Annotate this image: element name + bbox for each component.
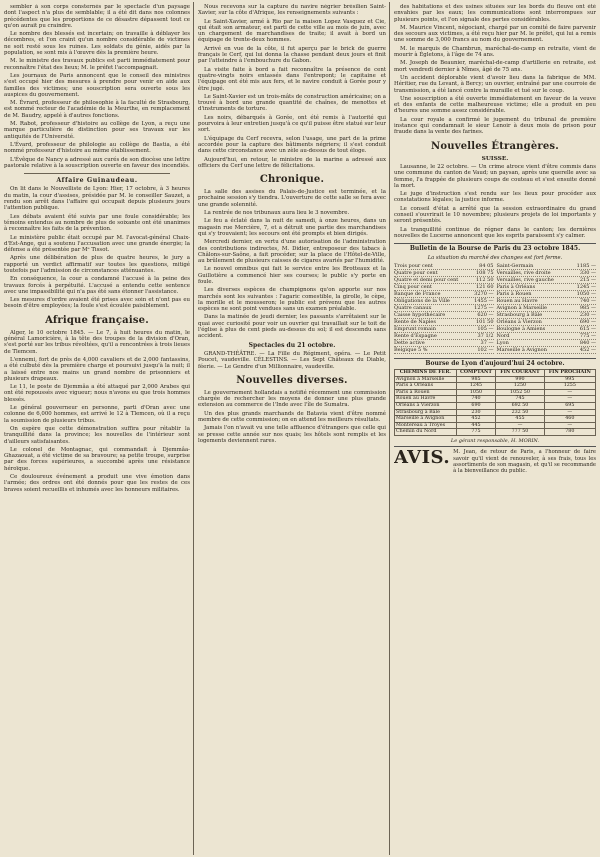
bourse-value: 37 1/2 bbox=[477, 332, 494, 339]
column-rule bbox=[389, 2, 390, 855]
table-row bbox=[395, 429, 596, 436]
bourse-label: Versailles, rive gauche bbox=[496, 276, 554, 283]
paragraph: L'ennemi, fort de près de 4,000 cavaliers et de 2,000 fantassins, a été culbuté dès la première charge et poursuivi jusqu'à la nuit; il a laissé entre nos mains un grand nombre de prisonniers et plusieurs drapeaux. bbox=[4, 356, 190, 382]
bourse-label: Banque de France bbox=[394, 290, 441, 297]
bourse-label: Marseille à Avignon bbox=[496, 346, 547, 353]
paragraph: Le ministère public était occupé par M. l'avocat-général Chaix-d'Est-Ange, qui a soutenu l'accusation avec une grande énergie; la défense a été présentée par Mᵉ Tissot. bbox=[4, 234, 190, 254]
bourse-value: 108 75 bbox=[476, 269, 494, 276]
paragraph: Ce douloureux événement a produit une vive émotion dans l'armée; des ordres ont été donnés pour que les restes de ces braves soient recueillis et inhumés avec les honneurs militaires. bbox=[4, 474, 190, 493]
bourse-label: Rente d'Espagne bbox=[394, 332, 437, 339]
bourse-lyon-title: Bourse de Lyon d'aujourd'hui 24 octobre. bbox=[394, 358, 596, 367]
table-cell: Orléans à Vierzon bbox=[395, 403, 457, 410]
bourse-label: Avignon à Marseille bbox=[496, 304, 547, 311]
section-heading-afrique: Afrique française. bbox=[45, 314, 149, 326]
bourse-row bbox=[497, 284, 597, 291]
paragraph: des habitations et des usines situées sur les bords du fleuve ont été envahies par les eaux; les communications sont interrompues sur plusieurs points, et l'on signale des pertes considérables. bbox=[394, 4, 596, 23]
bourse-row bbox=[394, 340, 494, 347]
table-cell: 460 bbox=[544, 416, 595, 423]
table-cell: 452 bbox=[456, 416, 496, 423]
column-left bbox=[4, 4, 190, 853]
table-row bbox=[395, 396, 596, 403]
bourse-label: Saint-Germain bbox=[496, 262, 534, 269]
paragraph: Le nombre des blessés est incertain; on travaille à déblayer les décombres, et l'on craint qu'un nombre considérable de victimes ne soit resté sous les ruines. Les soldats du génie, aidés par la population, se sont mis à l'œuvre dès la première heure. bbox=[4, 31, 190, 57]
bourse-label: Belgique 5 % bbox=[394, 346, 428, 353]
table-row bbox=[395, 383, 596, 390]
column-header: CHEMINS DE FER. bbox=[395, 370, 457, 377]
bourse-label: Obligations de la Ville bbox=[394, 297, 450, 304]
paragraph: Alger, le 10 octobre 1845. — Le 7, à huit heures du matin, le général Lamoricière, à la tête des troupes de la division d'Oran, s'est porté sur les tribus révoltées, qu'il a rencontrées à trois lieues de Tlemcen. bbox=[4, 329, 190, 355]
paragraph: M. Évrard, professeur de philosophie à la faculté de Strasbourg, est nommé recteur de l'académie de la Meurthe, en remplacement de M. Baudry, appelé à d'autres fonctions. bbox=[4, 100, 190, 119]
paragraph: sembler à son corps consternés par le spectacle d'un paysage dont l'aspect n'a plus de semblable; il a été dit dans nos colonnes précédentes que les proportions de ce désastre dépassent tout ce qu'on aurait pu craindre. bbox=[4, 4, 190, 29]
bourse-label: Quatre et demi pour cent bbox=[394, 276, 459, 283]
spectacles-heading: Spectacles du 21 octobre. bbox=[248, 341, 336, 349]
table-cell: 1050 bbox=[456, 389, 496, 396]
table-cell: 990 bbox=[496, 376, 544, 383]
bourse-value: 1050 — bbox=[576, 290, 596, 297]
bourse-label: Rente de Naples bbox=[394, 318, 436, 325]
bourse-value: 112 50 bbox=[476, 276, 494, 283]
col1-top-text bbox=[4, 4, 190, 169]
paragraph: On espère que cette démonstration suffira pour rétablir la tranquillité dans la province; les nouvelles de l'intérieur sont d'ailleurs satisfaisantes. bbox=[4, 425, 190, 445]
paragraph: Le 11, le poste de Djemmâa a été attaqué par 2,000 Arabes qui ont été repoussés avec vigueur; nous n'avons eu que trois hommes blessés. bbox=[4, 384, 190, 403]
bourse-value: 215 — bbox=[579, 276, 596, 283]
table-cell: 775 bbox=[456, 429, 496, 436]
bourse-label: Nord bbox=[496, 332, 510, 339]
bourse-row bbox=[497, 326, 597, 333]
paragraph: La salle des assises du Palais-de-Justice est terminée, et la prochaine session s'y tiendra. L'ouverture de cette salle se fera avec une grande solennité. bbox=[198, 189, 386, 208]
bourse-row bbox=[497, 312, 597, 319]
table-cell: 445 bbox=[456, 422, 496, 429]
bourse-row bbox=[497, 277, 597, 284]
column-header: COMPTANT bbox=[456, 370, 496, 377]
table-cell: — bbox=[496, 422, 544, 429]
table-cell: 455 bbox=[496, 416, 544, 423]
bourse-label: Orléans à Vierzon bbox=[496, 318, 542, 325]
paragraph: Le colonel de Montagnac, qui commandait à Djemmâa-Ghazaouat, a été victime de sa bravoure; sa petite troupe, surprise par des forces supérieures, a succombé après une résistance héroïque. bbox=[4, 446, 190, 472]
bourse-value: 1185 — bbox=[576, 262, 596, 269]
bourse-paris-title: Bulletin de la Bourse de Paris du 23 octobre 1845. bbox=[394, 243, 596, 252]
bourse-value: 775 — bbox=[579, 332, 596, 339]
bourse-row bbox=[394, 284, 494, 291]
bourse-paris-subtitle: La situation du marché des changes est fort ferme. bbox=[427, 254, 563, 261]
bourse-value: 230 — bbox=[579, 311, 596, 318]
paragraph: La visite faite à bord a fait reconnaître la présence de cent quatre-vingts noirs entassés dans l'entrepont; le capitaine et l'équipage ont été mis aux fers, et le navire conduit à Gorée pour y être jugé. bbox=[198, 66, 386, 92]
paragraph: Les diverses espèces de champignons qu'on apporte sur nos marchés sont les suivantes : l'agaric comestible, la girolle, le cèpe, la morille et le mousseron; le public est prévenu que les autres espèces ne sont point vendues sans un examen préalable. bbox=[198, 287, 386, 313]
paragraph: Jamais l'on n'avait vu une telle affluence d'étrangers que celle qui se presse cette année sur nos quais; les hôtels sont remplis et les logements deviennent rares. bbox=[198, 425, 386, 444]
table-cell: — bbox=[544, 389, 595, 396]
bourse-value: 620 — bbox=[477, 311, 494, 318]
table-cell: 232 50 bbox=[496, 409, 544, 416]
bourse-row bbox=[497, 305, 597, 312]
table-cell: Marseille à Avignon bbox=[395, 416, 457, 423]
bourse-value: 1245 — bbox=[576, 283, 596, 290]
bourse-left-column bbox=[394, 263, 494, 354]
bourse-label: Quatre pour cent bbox=[394, 269, 438, 276]
paragraph: Un des plus grands marchands de Batavia vient d'être nommé membre de cette commission; on en attend les meilleurs résultats. bbox=[198, 410, 386, 424]
bourse-row bbox=[497, 298, 597, 305]
bourse-row bbox=[394, 305, 494, 312]
bourse-row bbox=[394, 270, 494, 277]
table-cell: 690 bbox=[456, 403, 496, 410]
bourse-row bbox=[394, 263, 494, 270]
bourse-value: 452 — bbox=[579, 346, 596, 353]
table-cell: 745 bbox=[496, 396, 544, 403]
table-cell: 740 bbox=[456, 396, 496, 403]
section-heading: Affaire Guinaudeau. bbox=[56, 177, 138, 185]
paragraph: Un accident déplorable vient d'avoir lieu dans la fabrique de MM. Héritier, rue du Levant, à Bercy; un ouvrier, entraîné par une courroie de transmission, a été lancé contre la muraille et tué sur le coup. bbox=[394, 74, 596, 94]
paragraph: Lausanne, le 22 octobre. — Un crime atroce vient d'être commis dans une commune du canton de Vaud; un paysan, après une querelle avec sa femme, l'a frappée de plusieurs coups de couteau et s'est ensuite donné la mort. bbox=[394, 163, 596, 189]
table-cell: — bbox=[544, 396, 595, 403]
paragraph: Le nouvel omnibus qui fait le service entre les Brotteaux et la Guillotière a commencé hier ses courses; le public s'y porte en foule. bbox=[198, 266, 386, 285]
paragraph: M. le marquis de Chambrun, maréchal-de-camp en retraite, vient de mourir à Égletons, à l'âge de 74 ans. bbox=[394, 45, 596, 59]
bourse-value: 121 60 bbox=[476, 283, 494, 290]
bourse-value: 101 50 bbox=[476, 318, 494, 325]
paragraph: Aujourd'hui, en retour, le ministre de la marine a adressé aux officiers du Cerf une lettre de félicitations. bbox=[198, 156, 386, 169]
bourse-label: Emprunt romain bbox=[394, 325, 436, 332]
bourse-value: 84 05 bbox=[479, 262, 494, 269]
paragraph: Une souscription a été ouverte immédiatement en faveur de la veuve et des enfants de cette malheureuse victime; elle a produit en peu d'heures une somme assez considérable. bbox=[394, 95, 596, 115]
bourse-paris-table bbox=[394, 263, 596, 354]
table-cell: 1255 bbox=[544, 383, 595, 390]
column-rule bbox=[193, 2, 194, 855]
bourse-value: 1275 — bbox=[474, 304, 494, 311]
bourse-label: Quatre canaux bbox=[394, 304, 432, 311]
paragraph: Les journaux de Paris annoncent que le conseil des ministres s'est occupé hier des mesures à prendre pour venir en aide aux familles des victimes; une souscription sera ouverte sous les auspices du gouvernement. bbox=[4, 72, 190, 98]
table-cell: 695 bbox=[544, 403, 595, 410]
bourse-row bbox=[497, 333, 597, 340]
bourse-label: Strasbourg à Bâle bbox=[496, 311, 543, 318]
paragraph: Le feu a éclaté dans la nuit de samedi, à onze heures, dans un magasin rue Mercière, 7, et a détruit une partie des marchandises qui s'y trouvaient; les secours ont été prompts et bien dirigés. bbox=[198, 218, 386, 237]
paragraph: Le Saint-Xavier est un trois-mâts de construction américaine; on a trouvé à bord une grande quantité de chaînes, de menottes et d'instruments de torture. bbox=[198, 93, 386, 113]
table-row bbox=[395, 422, 596, 429]
table-cell: — bbox=[544, 422, 595, 429]
paragraph: La cour royale a confirmé le jugement du tribunal de première instance qui condamnait le sieur Lenoir à deux mois de prison pour fraude dans la vente des farines. bbox=[394, 116, 596, 136]
bourse-value: 985 — bbox=[579, 304, 596, 311]
table-cell: 1250 bbox=[496, 383, 544, 390]
chemins-de-fer-table bbox=[394, 369, 596, 436]
subheading-suisse: SUISSE. bbox=[481, 155, 509, 162]
bourse-row bbox=[497, 270, 597, 277]
table-cell: Chemin du Nord bbox=[395, 429, 457, 436]
bourse-value: 740 — bbox=[579, 297, 596, 304]
paragraph: M. Joseph de Beaunier, maréchal-de-camp d'artillerie en retraite, est mort vendredi dernier à Nîmes, âgé de 75 ans. bbox=[394, 60, 596, 73]
paragraph: On lit dans le Nouvelliste de Lyon: Hier, 17 octobre, à 3 heures du matin, la cour d'assises, présidée par M. le conseiller Sauzet, a rendu son arrêt dans l'affaire qui occupait depuis plusieurs jours l'attention publique. bbox=[4, 186, 190, 212]
paragraph: La rentrée de nos tribunaux aura lieu le 3 novembre. bbox=[204, 210, 350, 217]
table-row bbox=[395, 376, 596, 383]
bourse-row bbox=[497, 291, 597, 298]
bourse-row bbox=[497, 319, 597, 326]
table-cell: Montereau à Troyes bbox=[395, 422, 457, 429]
bourse-value: 102 — bbox=[477, 346, 494, 353]
avis-label: AVIS. bbox=[394, 447, 451, 469]
table-cell: 692 50 bbox=[496, 403, 544, 410]
paragraph: L'Évard, professeur de philologie au collège de Bastia, a été nommé professeur d'histoire au même établissement. bbox=[4, 141, 190, 155]
section-heading-etrangeres: Nouvelles Étrangères. bbox=[431, 140, 559, 152]
table-cell: Avignon à Marseille bbox=[395, 376, 457, 383]
bourse-row bbox=[394, 277, 494, 284]
bourse-row bbox=[394, 291, 494, 298]
paragraph: L'équipage du Cerf recevra, selon l'usage, une part de la prime accordée pour la capture des bâtiments négriers; il s'est conduit dans cette circonstance avec un zèle au-dessus de tout éloge. bbox=[198, 135, 386, 155]
bourse-row bbox=[394, 333, 494, 340]
paragraph: L'Évêque de Nancy a adressé aux curés de son diocèse une lettre pastorale relative à la souscription ouverte en faveur des incendiés. bbox=[4, 156, 190, 169]
bourse-value: 1455 — bbox=[474, 297, 494, 304]
bourse-row bbox=[497, 340, 597, 347]
paragraph: Le conseil d'état a arrêté que la session extraordinaire du grand conseil s'ouvrirait le 10 novembre; plusieurs projets de loi importants y seront présentés. bbox=[394, 205, 596, 225]
table-row bbox=[395, 389, 596, 396]
table-cell: 780 bbox=[544, 429, 595, 436]
paragraph: M. Maurice Vincent, négociant, chargé par un comité de faire parvenir des secours aux victimes, a été reçu hier par M. le préfet, qui lui a remis une somme de 3,000 francs au nom du gouvernement. bbox=[394, 24, 596, 44]
table-row bbox=[395, 409, 596, 416]
paragraph: Le Saint-Xavier, armé à Rio par la maison Lopez Vasquez et Cie, qui était son armateur, est parti de cette ville au mois de juin, avec un chargement de marchandises de traite; il avait à bord un équipage de trente-deux hommes. bbox=[198, 18, 386, 44]
table-cell: 985 bbox=[456, 376, 496, 383]
paragraph: Les mesures d'ordre avaient été prises avec soin et n'ont pas eu besoin d'être employées; la foule s'est écoulée paisiblement. bbox=[4, 297, 190, 310]
bourse-value: 840 — bbox=[579, 339, 596, 346]
paragraph: Le général gouverneur en personne, parti d'Oran avec une colonne de 6,000 hommes, est arrivé le 12 à Tlemcen, où il a reçu la soumission de plusieurs tribus. bbox=[4, 405, 190, 424]
paragraph: Mercredi dernier, en vertu d'une autorisation de l'administration des contributions indirectes, M. Didier, entreposeur des tabacs à Châlons-sur-Saône, a fait procéder, sur la place de l'Hôtel-de-Ville, au brûlement de plusieurs caisses de cigares avariés par l'humidité. bbox=[198, 239, 386, 265]
gerant-line: Le gérant responsable, H. MORIN. bbox=[450, 438, 540, 445]
bourse-right-column bbox=[497, 263, 597, 354]
paragraph: La tranquillité continue de régner dans le canton; les dernières nouvelles de Lucerne annoncent que les esprits paraissent s'y calmer. bbox=[394, 226, 596, 239]
table-cell: 995 bbox=[544, 376, 595, 383]
table-cell: — bbox=[544, 409, 595, 416]
table-row bbox=[395, 416, 596, 423]
table-cell: 777 50 bbox=[496, 429, 544, 436]
bourse-label: Caisse hypothécaire bbox=[394, 311, 446, 318]
paragraph: M. Rabot, professeur d'histoire au collège de Lyon, a reçu une marque particulière de distinction pour ses travaux sur les antiquités de l'Université. bbox=[4, 121, 190, 140]
bourse-row bbox=[394, 319, 494, 326]
bourse-label: Trois pour cent bbox=[394, 262, 433, 269]
table-cell: Paris à Rouen bbox=[395, 389, 457, 396]
bourse-value: 105 — bbox=[477, 325, 494, 332]
paragraph: M. le ministre des travaux publics est parti immédiatement pour reconnaître l'état des lieux; M. le préfet l'accompagnait. bbox=[4, 58, 190, 71]
bourse-value: 37 — bbox=[480, 339, 494, 346]
bourse-label: Dette active bbox=[394, 339, 425, 346]
table-cell: Strasbourg à Bâle bbox=[395, 409, 457, 416]
paragraph: Nous recevons sur la capture du navire négrier brésilien Saint-Xavier, sur la côte d'Afrique, les renseignements suivants : bbox=[198, 4, 386, 17]
table-cell: Rouen au Havre bbox=[395, 396, 457, 403]
section-heading-nouvelles-diverses: Nouvelles diverses. bbox=[236, 374, 348, 386]
paragraph: Le juge d'instruction s'est rendu sur les lieux pour procéder aux constatations légales; la justice informe. bbox=[394, 191, 596, 204]
bourse-value: 615 — bbox=[579, 325, 596, 332]
paragraph: Après une délibération de plus de quatre heures, le jury a rapporté un verdict affirmatif sur toutes les questions, mitigé toutefois par l'admission de circonstances atténuantes. bbox=[4, 255, 190, 274]
table-cell: 1245 bbox=[456, 383, 496, 390]
bourse-label: Paris à Orléans bbox=[496, 283, 536, 290]
bourse-value: 3270 — bbox=[474, 290, 494, 297]
bourse-label: Cinq pour cent bbox=[394, 283, 432, 290]
bourse-label: Lyon bbox=[496, 339, 509, 346]
column-right bbox=[394, 4, 596, 853]
bourse-row bbox=[497, 347, 597, 354]
bourse-row bbox=[497, 263, 597, 270]
bourse-row bbox=[394, 312, 494, 319]
paragraph: En conséquence, la cour a condamné l'accusé à la peine des travaux forcés à perpétuité. L'accusé a entendu cette sentence avec une impassibilité qui n'a pas été sans étonner l'assistance. bbox=[4, 276, 190, 295]
paragraph: Dans la matinée de jeudi dernier, les passants s'arrêtaient sur le quai avec curiosité pour voir un ouvrier qui travaillait sur le toit de l'église à plus de cent pieds au-dessus du sol; il est descendu sans accident. bbox=[198, 314, 386, 340]
column-header: FIN COURANT bbox=[496, 370, 544, 377]
column-middle bbox=[198, 4, 386, 853]
column-header: FIN PROCHAIN bbox=[544, 370, 595, 377]
paragraph: Arrivé en vue de la côte, il fut aperçu par le brick de guerre français le Cerf, qui lui donna la chasse pendant deux jours et finit par l'atteindre à l'embouchure du Gabon. bbox=[198, 45, 386, 65]
paragraph: GRAND-THÉÂTRE. — La Fille du Régiment, opéra. — Le Petit Poucet, vaudeville. CÉLESTINS. — Les Sept Châteaux du Diable, féerie. — Le Gendre d'un Millionnaire, vaudeville. bbox=[198, 350, 386, 370]
bourse-row bbox=[394, 326, 494, 333]
paragraph: Les débats avaient été suivis par une foule considérable; les témoins entendus au nombre de plus de soixante ont été unanimes à reconnaître les faits de la prévention. bbox=[4, 213, 190, 233]
bourse-row bbox=[394, 298, 494, 305]
bourse-label: Versailles, rive droite bbox=[496, 269, 551, 276]
avis-text: M. Jean, de retour de Paris, a l'honneur de faire savoir qu'il vient de renouveler, à ses frais, tous les assortiments de son magasin, et qu'il se recommande à la bienveillance du public. bbox=[453, 449, 596, 474]
paragraph: Le gouvernement hollandais a notifié récemment une commission chargée de rechercher les moyens de donner une plus grande extension au commerce de l'Inde avec l'île de Sumatra. bbox=[198, 389, 386, 409]
table-row bbox=[395, 403, 596, 410]
table-header-row bbox=[395, 370, 596, 377]
table-cell: 1052 50 bbox=[496, 389, 544, 396]
divider bbox=[24, 173, 170, 174]
avis-notice bbox=[394, 446, 596, 474]
bourse-row bbox=[394, 347, 494, 354]
bourse-label: Paris à Rouen bbox=[496, 290, 532, 297]
bourse-value: 330 — bbox=[579, 269, 596, 276]
paragraph: Les noirs, débarqués à Gorée, ont été remis à l'autorité qui pourvoira à leur entretien jusqu'à ce qu'il puisse être statué sur leur sort. bbox=[198, 114, 386, 134]
bourse-value: 690 — bbox=[579, 318, 596, 325]
bourse-label: Rouen au Havre bbox=[496, 297, 538, 304]
chemins-de-fer-body bbox=[395, 376, 596, 435]
bourse-label: Boulogne à Amiens bbox=[496, 325, 546, 332]
table-cell: 230 bbox=[456, 409, 496, 416]
section-heading-chronique: Chronique. bbox=[259, 174, 325, 186]
table-cell: Paris à Orléans bbox=[395, 383, 457, 390]
